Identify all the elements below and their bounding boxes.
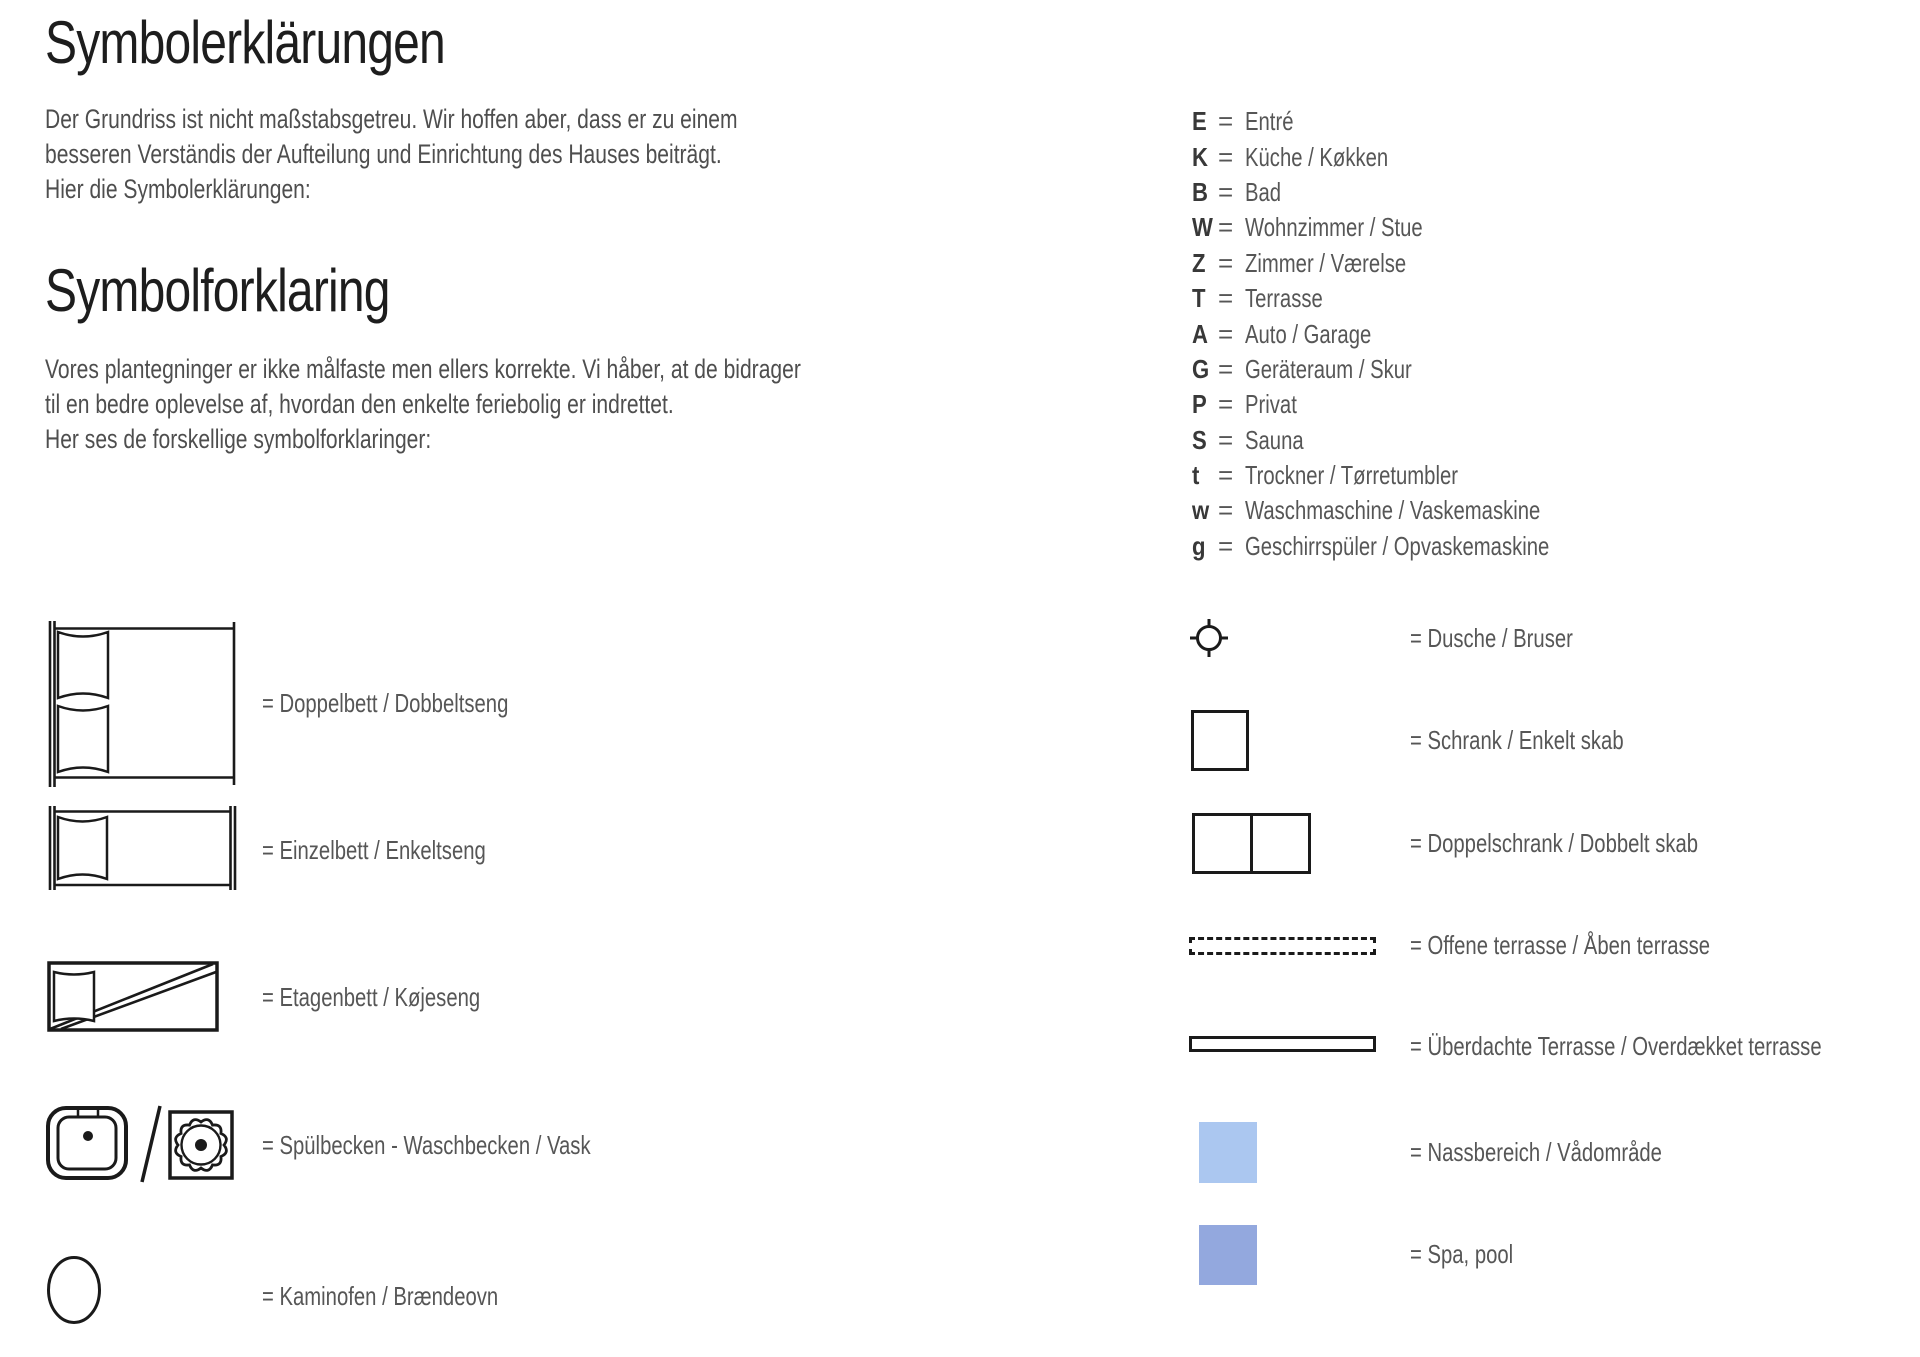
wood-stove-icon [46, 1256, 104, 1326]
room-code-label: Geräteraum / Skur [1245, 353, 1412, 384]
danish-intro-paragraph [45, 352, 801, 457]
german-intro-line: Hier die Symbolerklärungen: [45, 174, 311, 204]
single-wardrobe-icon [1191, 710, 1249, 771]
sink-washbasin-label: = Spülbecken - Waschbecken / Vask [262, 1130, 591, 1160]
room-code-row [1192, 352, 1635, 387]
room-code-label: Privat [1245, 389, 1297, 420]
shower-icon [1188, 617, 1230, 659]
room-code-row [1192, 104, 1635, 139]
room-code-letter: P [1192, 389, 1207, 420]
room-code-row [1192, 387, 1635, 422]
room-code-letter: E [1192, 106, 1207, 137]
room-code-label: Auto / Garage [1245, 318, 1372, 349]
danish-intro-line: Her ses de forskellige symbolforklaringer: [45, 424, 432, 454]
equals-sign: = [1218, 389, 1234, 420]
equals-sign: = [1218, 176, 1234, 207]
equals-sign: = [1218, 460, 1234, 491]
equals-sign: = [1218, 212, 1234, 243]
open-terrace-label: = Offene terrasse / Åben terrasse [1410, 930, 1711, 960]
equals-sign: = [1218, 141, 1234, 172]
room-code-label: Geschirrspüler / Opvaskemaskine [1245, 530, 1550, 561]
wet-area-swatch [1199, 1122, 1257, 1183]
room-code-letter: B [1192, 176, 1208, 207]
page-title-german: Symbolerklärungen [45, 9, 445, 76]
bunk-bed-label: = Etagenbett / Køjeseng [262, 982, 481, 1012]
covered-terrace-icon [1189, 1036, 1376, 1052]
double-wardrobe-label: = Doppelschrank / Dobbelt skab [1410, 828, 1699, 858]
room-code-letter: A [1192, 318, 1208, 349]
covered-terrace-label: = Überdachte Terrasse / Overdækket terrasse [1410, 1031, 1822, 1061]
room-code-label: Sauna [1245, 424, 1304, 455]
single-bed-label: = Einzelbett / Enkeltseng [262, 835, 486, 865]
shower-label: = Dusche / Bruser [1410, 623, 1573, 653]
sink-washbasin-icon [44, 1100, 244, 1188]
equals-sign: = [1218, 318, 1234, 349]
room-code-letter: g [1192, 530, 1206, 561]
room-code-row [1192, 175, 1635, 210]
room-code-label: Zimmer / Værelse [1245, 247, 1407, 278]
room-code-label: Bad [1245, 176, 1282, 207]
double-wardrobe-icon [1192, 813, 1311, 874]
single-wardrobe-label: = Schrank / Enkelt skab [1410, 725, 1624, 755]
german-intro-paragraph [45, 102, 738, 207]
room-code-letter: t [1192, 460, 1200, 491]
room-code-letter: T [1192, 283, 1206, 314]
equals-sign: = [1218, 353, 1234, 384]
room-code-label: Wohnzimmer / Stue [1245, 212, 1423, 243]
equals-sign: = [1218, 530, 1234, 561]
room-code-row [1192, 458, 1635, 493]
room-code-letter: S [1192, 424, 1207, 455]
equals-sign: = [1218, 283, 1234, 314]
equals-sign: = [1218, 424, 1234, 455]
danish-intro-line: Vores plantegninger er ikke målfaste men ellers korrekte. Vi håber, at de bidrager [45, 354, 801, 384]
open-terrace-icon [1189, 937, 1376, 955]
room-code-row [1192, 529, 1635, 564]
wardrobe-divider [1250, 816, 1253, 871]
wet-area-label: = Nassbereich / Vådområde [1410, 1137, 1662, 1167]
room-code-row [1192, 139, 1635, 174]
equals-sign: = [1218, 495, 1234, 526]
room-code-row [1192, 493, 1635, 528]
danish-intro-line: til en bedre oplevelse af, hvordan den enkelte feriebolig er indrettet. [45, 389, 674, 419]
room-code-label: Terrasse [1245, 283, 1323, 314]
page-title-danish: Symbolforklaring [45, 257, 390, 324]
spa-pool-swatch [1199, 1225, 1257, 1285]
room-code-label: Trockner / Tørretumbler [1245, 460, 1458, 491]
room-code-letter: K [1192, 141, 1208, 172]
room-code-letter: Z [1192, 247, 1206, 278]
german-intro-line: Der Grundriss ist nicht maßstabsgetreu. Wir hoffen aber, dass er zu einem [45, 104, 738, 134]
room-code-label: Waschmaschine / Vaskemaskine [1245, 495, 1541, 526]
single-bed-icon [44, 805, 240, 891]
equals-sign: = [1218, 247, 1234, 278]
wood-stove-label: = Kaminofen / Brændeovn [262, 1281, 499, 1311]
room-code-row [1192, 210, 1635, 245]
room-code-row [1192, 316, 1635, 351]
equals-sign: = [1218, 106, 1234, 137]
room-code-row [1192, 246, 1635, 281]
german-intro-line: besseren Verständis der Aufteilung und Einrichtung des Hauses beiträgt. [45, 139, 722, 169]
spa-pool-label: = Spa, pool [1410, 1239, 1514, 1269]
room-code-legend [1192, 104, 1635, 564]
room-code-letter: w [1192, 495, 1210, 526]
bunk-bed-icon [47, 961, 219, 1032]
room-code-row [1192, 423, 1635, 458]
room-code-row [1192, 281, 1635, 316]
room-code-letter: G [1192, 353, 1210, 384]
double-bed-label: = Doppelbett / Dobbeltseng [262, 688, 509, 718]
room-code-label: Entré [1245, 106, 1294, 137]
double-bed-icon [44, 621, 240, 787]
room-code-label: Küche / Køkken [1245, 141, 1389, 172]
room-code-letter: W [1192, 212, 1213, 243]
